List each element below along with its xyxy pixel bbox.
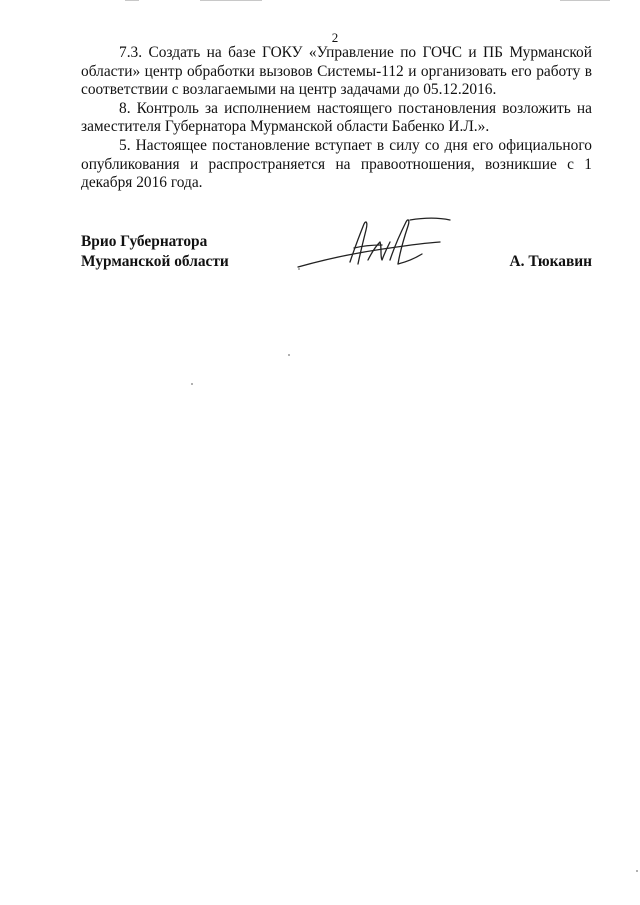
scan-speck — [191, 383, 193, 385]
document-body — [81, 44, 592, 193]
scan-edge-mark — [200, 0, 262, 1]
signer-title — [81, 232, 229, 272]
paragraph-8: 8. Контроль за исполнением настоящего постановления возложить на заместителя Губернатора Мурманской области Бабенко И.Л.». — [81, 99, 592, 136]
signer-name: А. Тюкавин — [509, 253, 592, 270]
scan-speck — [636, 870, 638, 872]
handwritten-signature — [290, 212, 470, 282]
signer-title-line-2: Мурманской области — [81, 253, 229, 270]
scan-edge-mark — [560, 0, 610, 1]
page-number: 2 — [331, 30, 339, 45]
signer-title-line-1: Врио Губернатора — [81, 233, 208, 250]
scan-speck — [298, 268, 300, 270]
scan-speck — [288, 354, 290, 356]
paragraph-5: 5. Настоящее постановление вступает в силу со дня его официального опубликования и распространяется на правоотношения, возникшие с 1 декабря 2016 года. — [81, 136, 592, 192]
scan-edge-mark — [125, 0, 139, 1]
paragraph-7-3: 7.3. Создать на базе ГОКУ «Управление по ГОЧС и ПБ Мурманской области» центр обработки вызовов Системы-112 и организовать его работу в соответствии с возлагаемыми на центр задачами до 05.12.2016. — [81, 44, 592, 99]
